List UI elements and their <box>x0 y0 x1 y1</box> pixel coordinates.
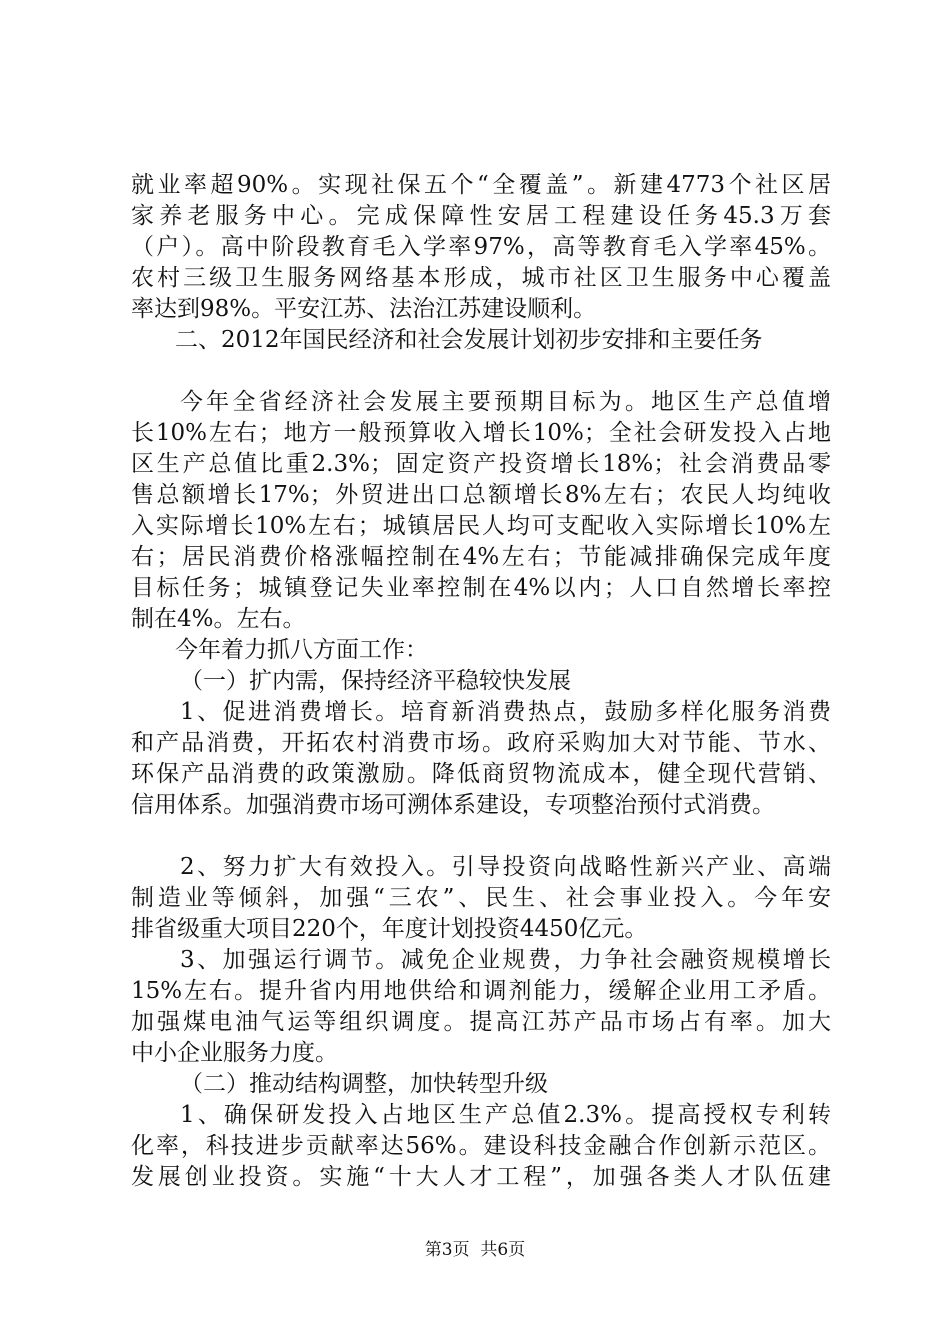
paragraph-line: （户）。高中阶段教育毛入学率97%，高等教育毛入学率45%。 <box>131 234 831 260</box>
paragraph-line: 1、促进消费增长。培育新消费热点，鼓励多样化服务消费 <box>180 699 831 725</box>
paragraph-spacer <box>131 821 831 852</box>
paragraph-line: 长10%左右；地方一般预算收入增长10%；全社会研发投入占地 <box>131 420 831 446</box>
paragraph-line: 环保产品消费的政策激励。降低商贸物流成本，健全现代营销、 <box>131 761 831 787</box>
paragraph-line: 15%左右。提升省内用地供给和调剂能力，缓解企业用工矛盾。 <box>131 978 831 1004</box>
paragraph-line: 化率，科技进步贡献率达56%。建设科技金融合作创新示范区。 <box>131 1133 831 1159</box>
paragraph-line: 今年着力抓八方面工作： <box>175 637 428 663</box>
paragraph-line: 右；居民消费价格涨幅控制在4%左右；节能减排确保完成年度 <box>131 544 831 570</box>
paragraph-line: 加强煤电油气运等组织调度。提高江苏产品市场占有率。加大 <box>131 1009 831 1035</box>
paragraph-line: 目标任务；城镇登记失业率控制在4%以内；人口自然增长率控 <box>131 575 831 601</box>
paragraph-line: 农村三级卫生服务网络基本形成，城市社区卫生服务中心覆盖 <box>131 265 831 291</box>
document-body <box>131 170 831 1193</box>
paragraph-line: 制在4%。左右。 <box>131 606 306 632</box>
paragraph-line: 家养老服务中心。完成保障性安居工程建设任务45.3万套 <box>131 203 831 229</box>
paragraph-line: 今年全省经济社会发展主要预期目标为。地区生产总值增 <box>180 389 831 415</box>
paragraph-line: 区生产总值比重2.3%；固定资产投资增长18%；社会消费品零 <box>131 451 831 477</box>
paragraph-line: 制造业等倾斜，加强“三农”、民生、社会事业投入。今年安 <box>131 885 831 911</box>
paragraph-line: 就业率超90%。实现社保五个“全覆盖”。新建4773个社区居 <box>131 172 831 198</box>
subsection-heading: （二）推动结构调整，加快转型升级 <box>180 1071 548 1097</box>
paragraph-line: 率达到98%。平安江苏、法治江苏建设顺利。 <box>131 296 597 322</box>
paragraph-line: 售总额增长17%；外贸进出口总额增长8%左右；农民人均纯收 <box>131 482 831 508</box>
paragraph-line: 中小企业服务力度。 <box>131 1040 338 1066</box>
subsection-heading: （一）扩内需，保持经济平稳较快发展 <box>180 668 571 694</box>
paragraph-line: 和产品消费，开拓农村消费市场。政府采购加大对节能、节水、 <box>131 730 831 756</box>
paragraph-line: 排省级重大项目220个，年度计划投资4450亿元。 <box>131 916 648 942</box>
paragraph-spacer <box>131 356 831 387</box>
paragraph-line: 2、努力扩大有效投入。引导投资向战略性新兴产业、高端 <box>180 854 831 880</box>
paragraph-line: 3、加强运行调节。减免企业规费，力争社会融资规模增长 <box>180 947 831 973</box>
paragraph-line: 信用体系。加强消费市场可溯体系建设，专项整治预付式消费。 <box>131 792 775 818</box>
paragraph-line: 入实际增长10%左右；城镇居民人均可支配收入实际增长10%左 <box>131 513 831 539</box>
section-heading: 二、2012年国民经济和社会发展计划初步安排和主要任务 <box>175 327 763 353</box>
paragraph-line: 发展创业投资。实施“十大人才工程”，加强各类人才队伍建 <box>131 1164 831 1190</box>
page-footer: 第3页 共6页 <box>424 1240 526 1260</box>
paragraph-line: 1、确保研发投入占地区生产总值2.3%。提高授权专利转 <box>180 1102 831 1128</box>
